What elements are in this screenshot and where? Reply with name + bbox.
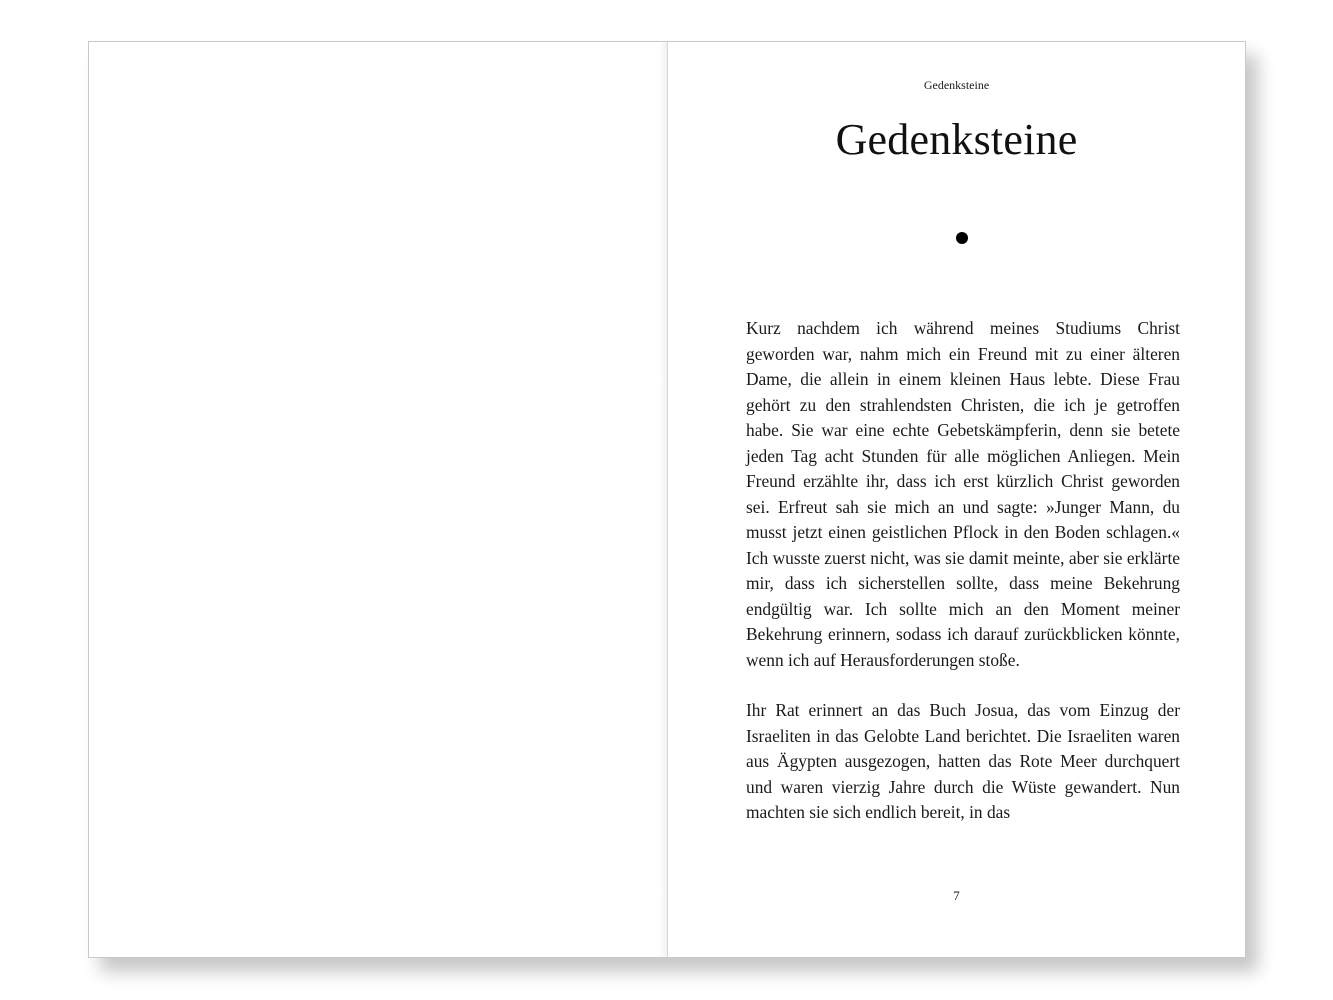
bullet-ornament-icon <box>956 232 968 244</box>
running-head: Gedenksteine <box>923 78 990 92</box>
page-number: 7 <box>953 888 960 903</box>
right-page <box>667 42 1245 957</box>
book-spread <box>88 41 1246 958</box>
paragraph-1: Kurz nachdem ich während meines Studiums Christ geworden war, nahm mich ein Freund mit zu einer älteren Dame, die allein in einem kleinen Haus lebte. Diese Frau gehört zu den strahlendsten Christen, die ich je getroffen habe. Sie war eine echte Gebetskämpferin, denn sie betete jeden Tag acht Stunden für alle möglichen Anliegen. Mein Freund erzählte ihr, dass ich erst kürzlich Christ geworden sei. Erfreut sah sie mich an und sagte: »Junger Mann, du musst jetzt einen geistlichen Pflock in den Boden schlagen.« Ich wusste zuerst nicht, was sie damit meinte, aber sie erklärte mir, dass ich sicherstellen sollte, dass meine Bekehrung endgültig war. Ich sollte mich an den Moment meiner Bekehrung erinnern, sodass ich darauf zurückblicken könnte, wenn ich auf Herausforderungen stoße. <box>746 318 1180 670</box>
body-text <box>746 316 1180 826</box>
paragraph-2: Ihr Rat erinnert an das Buch Josua, das vom Einzug der Israeliten in das Gelobte Land berichtet. Die Israeliten waren aus Ägypten ausgezogen, hatten das Rote Meer durchquert und waren vierzig Jahre durch die Wüste gewandert. Nun machten sie sich endlich bereit, in das <box>746 700 1180 822</box>
left-page-blank <box>89 42 667 957</box>
chapter-title: Gedenksteine <box>835 115 1078 164</box>
